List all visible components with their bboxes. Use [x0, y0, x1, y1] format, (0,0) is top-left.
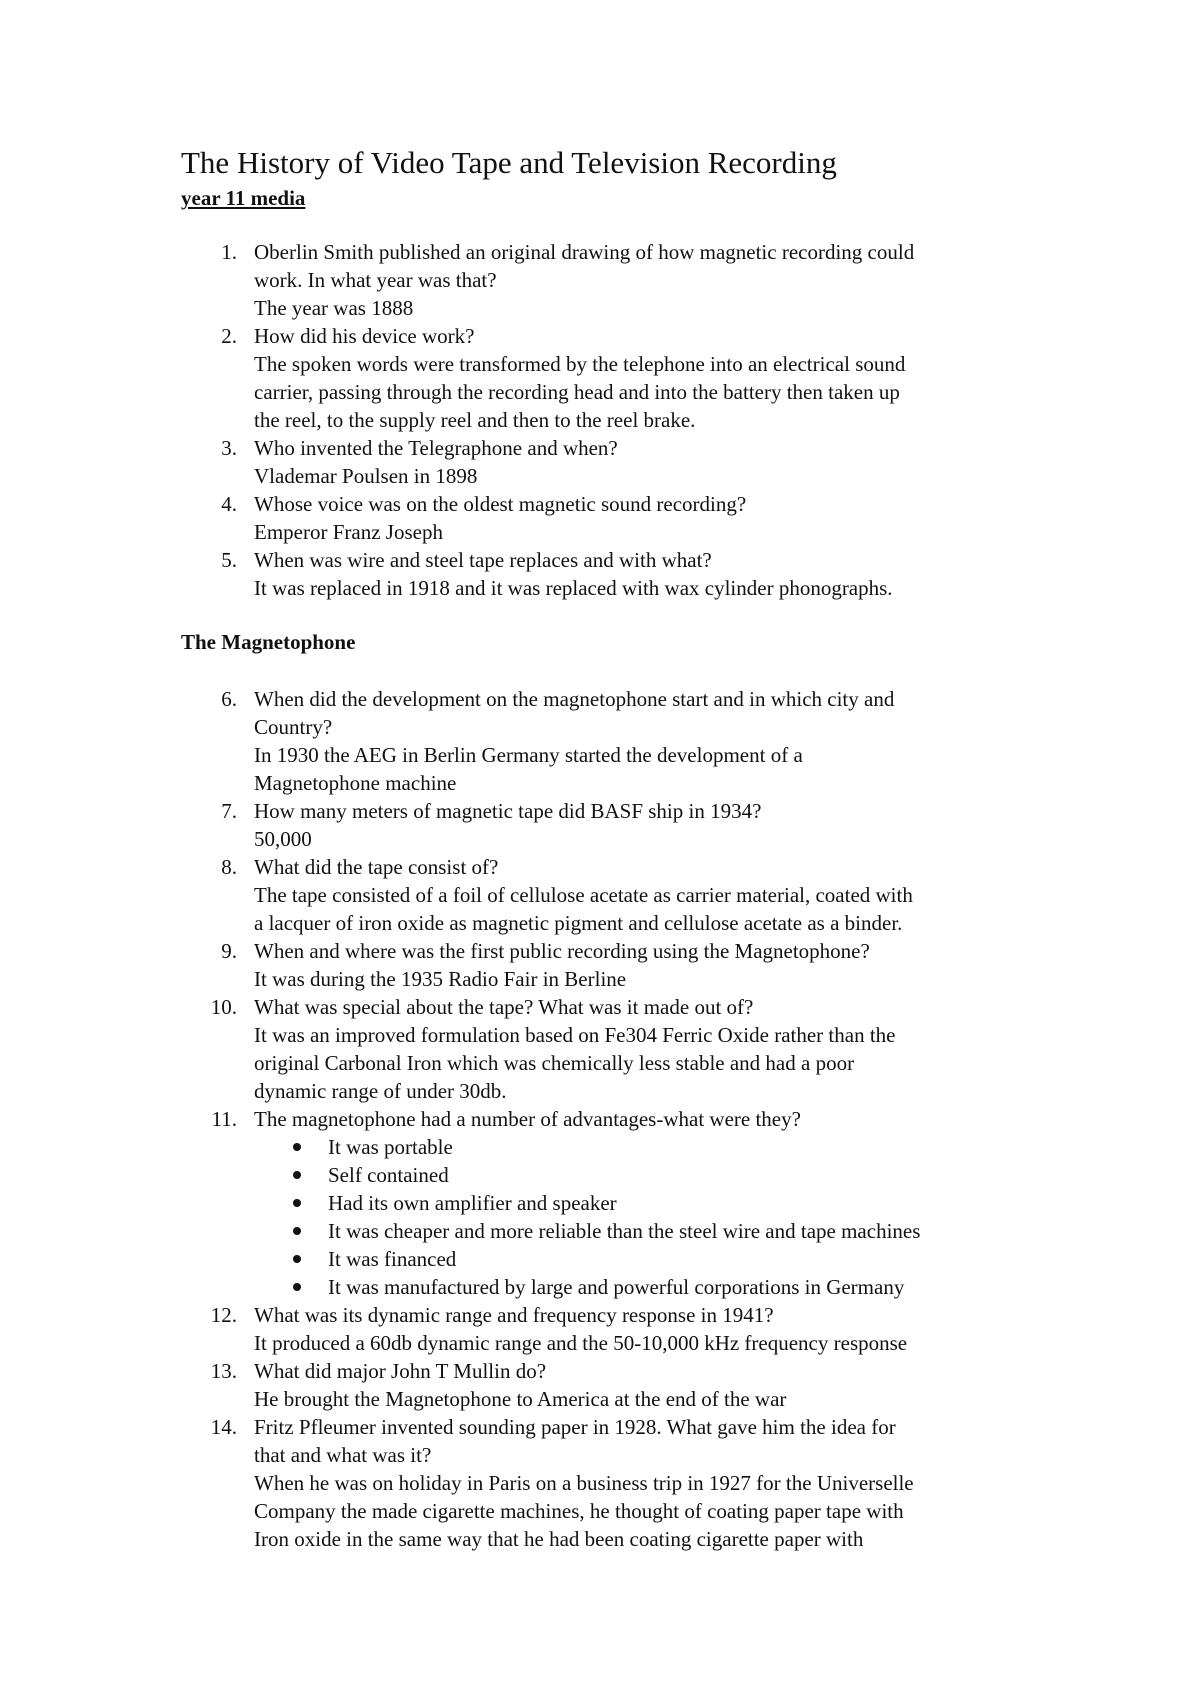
item-text — [254, 322, 1034, 434]
text-line: What did major John T Mullin do? — [254, 1359, 547, 1383]
text-line: Fritz Pfleumer invented sounding paper in 1928. What gave him the idea for — [254, 1415, 896, 1439]
list-item — [0, 1105, 1200, 1301]
bullet-icon — [293, 1199, 301, 1207]
text-line: Emperor Franz Joseph — [254, 520, 443, 544]
text-line: The spoken words were transformed by the telephone into an electrical sound — [254, 352, 906, 376]
text-line: Company the made cigarette machines, he thought of coating paper tape with — [254, 1499, 904, 1523]
text-line: Oberlin Smith published an original drawing of how magnetic recording could — [254, 240, 915, 264]
text-line: When was wire and steel tape replaces and with what? — [254, 548, 712, 572]
text-line: It was replaced in 1918 and it was replaced with wax cylinder phonographs. — [254, 576, 893, 600]
item-number: 7. — [221, 799, 237, 823]
bullet-item — [328, 1133, 1200, 1161]
text-line: When did the development on the magnetophone start and in which city and — [254, 687, 895, 711]
question-list-intro — [0, 238, 1200, 602]
item-text — [254, 490, 1034, 546]
list-item — [0, 993, 1200, 1105]
text-line: work. In what year was that? — [254, 268, 497, 292]
item-text — [254, 853, 1034, 937]
list-item — [0, 1413, 1200, 1553]
list-item — [0, 322, 1200, 434]
text-line: The tape consisted of a foil of cellulose acetate as carrier material, coated with — [254, 883, 913, 907]
text-line: When and where was the first public recording using the Magnetophone? — [254, 939, 870, 963]
bullet-list — [0, 1133, 1200, 1301]
bullet-icon — [293, 1255, 301, 1263]
text-line: that and what was it? — [254, 1443, 432, 1467]
list-item — [0, 238, 1200, 322]
text-line: Who invented the Telegraphone and when? — [254, 436, 618, 460]
text-line: a lacquer of iron oxide as magnetic pigment and cellulose acetate as a binder. — [254, 911, 903, 935]
item-number: 1. — [221, 240, 237, 264]
text-line: It was an improved formulation based on Fe304 Ferric Oxide rather than the — [254, 1023, 896, 1047]
text-line: What was its dynamic range and frequency response in 1941? — [254, 1303, 774, 1327]
item-text — [254, 937, 1034, 993]
item-number: 5. — [221, 548, 237, 572]
text-line: Vlademar Poulsen in 1898 — [254, 464, 478, 488]
list-item — [0, 546, 1200, 602]
bullet-icon — [293, 1143, 301, 1151]
list-item — [0, 685, 1200, 797]
item-text — [254, 1357, 1034, 1413]
question-list-magnetophone — [0, 685, 1200, 1553]
list-item — [0, 434, 1200, 490]
text-line: What did the tape consist of? — [254, 855, 499, 879]
text-line: 50,000 — [254, 827, 312, 851]
item-number: 4. — [221, 492, 237, 516]
item-text — [254, 797, 1034, 853]
item-number: 2. — [221, 324, 237, 348]
text-line: the reel, to the supply reel and then to the reel brake. — [254, 408, 696, 432]
item-number: 12. — [210, 1303, 237, 1327]
bullet-item — [328, 1161, 1200, 1189]
text-line: How many meters of magnetic tape did BASF ship in 1934? — [254, 799, 762, 823]
list-item — [0, 937, 1200, 993]
page-title: The History of Video Tape and Television Recording — [181, 145, 837, 180]
list-item — [0, 1301, 1200, 1357]
bullet-item — [328, 1217, 1200, 1245]
item-number: 11. — [211, 1107, 237, 1131]
item-number: 14. — [210, 1415, 237, 1439]
item-text — [254, 1105, 1034, 1133]
text-line: The magnetophone had a number of advantages-what were they? — [254, 1107, 801, 1131]
list-item — [0, 490, 1200, 546]
bullet-icon — [293, 1227, 301, 1235]
item-text — [254, 1301, 1034, 1357]
item-text — [254, 1413, 1034, 1553]
text-line: The year was 1888 — [254, 296, 414, 320]
bullet-text: It was manufactured by large and powerful corporations in Germany — [328, 1275, 905, 1299]
text-line: dynamic range of under 30db. — [254, 1079, 507, 1103]
text-line: Country? — [254, 715, 333, 739]
bullet-text: Self contained — [328, 1163, 449, 1187]
text-line: In 1930 the AEG in Berlin Germany started the development of a — [254, 743, 803, 767]
text-line: original Carbonal Iron which was chemically less stable and had a poor — [254, 1051, 855, 1075]
bullet-text: It was financed — [328, 1247, 457, 1271]
list-item — [0, 797, 1200, 853]
list-item — [0, 853, 1200, 937]
text-line: Iron oxide in the same way that he had been coating cigarette paper with — [254, 1527, 864, 1551]
bullet-icon — [293, 1171, 301, 1179]
bullet-text: Had its own amplifier and speaker — [328, 1191, 617, 1215]
item-number: 8. — [221, 855, 237, 879]
text-line: Magnetophone machine — [254, 771, 457, 795]
bullet-item — [328, 1189, 1200, 1217]
text-line: When he was on holiday in Paris on a business trip in 1927 for the Universelle — [254, 1471, 914, 1495]
item-text — [254, 434, 1034, 490]
text-line: It was during the 1935 Radio Fair in Berline — [254, 967, 627, 991]
list-item — [0, 1357, 1200, 1413]
item-number: 13. — [210, 1359, 237, 1383]
text-line: What was special about the tape? What was it made out of? — [254, 995, 754, 1019]
bullet-item — [328, 1273, 1200, 1301]
bullet-icon — [293, 1283, 301, 1291]
text-line: Whose voice was on the oldest magnetic sound recording? — [254, 492, 747, 516]
item-number: 6. — [221, 687, 237, 711]
item-number: 10. — [210, 995, 237, 1019]
page-subtitle: year 11 media — [181, 186, 306, 210]
item-number: 9. — [221, 939, 237, 963]
text-line: He brought the Magnetophone to America at the end of the war — [254, 1387, 787, 1411]
bullet-text: It was portable — [328, 1135, 453, 1159]
item-text — [254, 993, 1034, 1105]
item-text — [254, 238, 1034, 322]
item-text — [254, 685, 1034, 797]
bullet-text: It was cheaper and more reliable than the steel wire and tape machines — [328, 1219, 921, 1243]
bullet-item — [328, 1245, 1200, 1273]
section-heading-magnetophone: The Magnetophone — [181, 630, 356, 654]
item-text — [254, 546, 1034, 602]
text-line: It produced a 60db dynamic range and the 50-10,000 kHz frequency response — [254, 1331, 908, 1355]
item-number: 3. — [221, 436, 237, 460]
text-line: carrier, passing through the recording head and into the battery then taken up — [254, 380, 900, 404]
text-line: How did his device work? — [254, 324, 475, 348]
